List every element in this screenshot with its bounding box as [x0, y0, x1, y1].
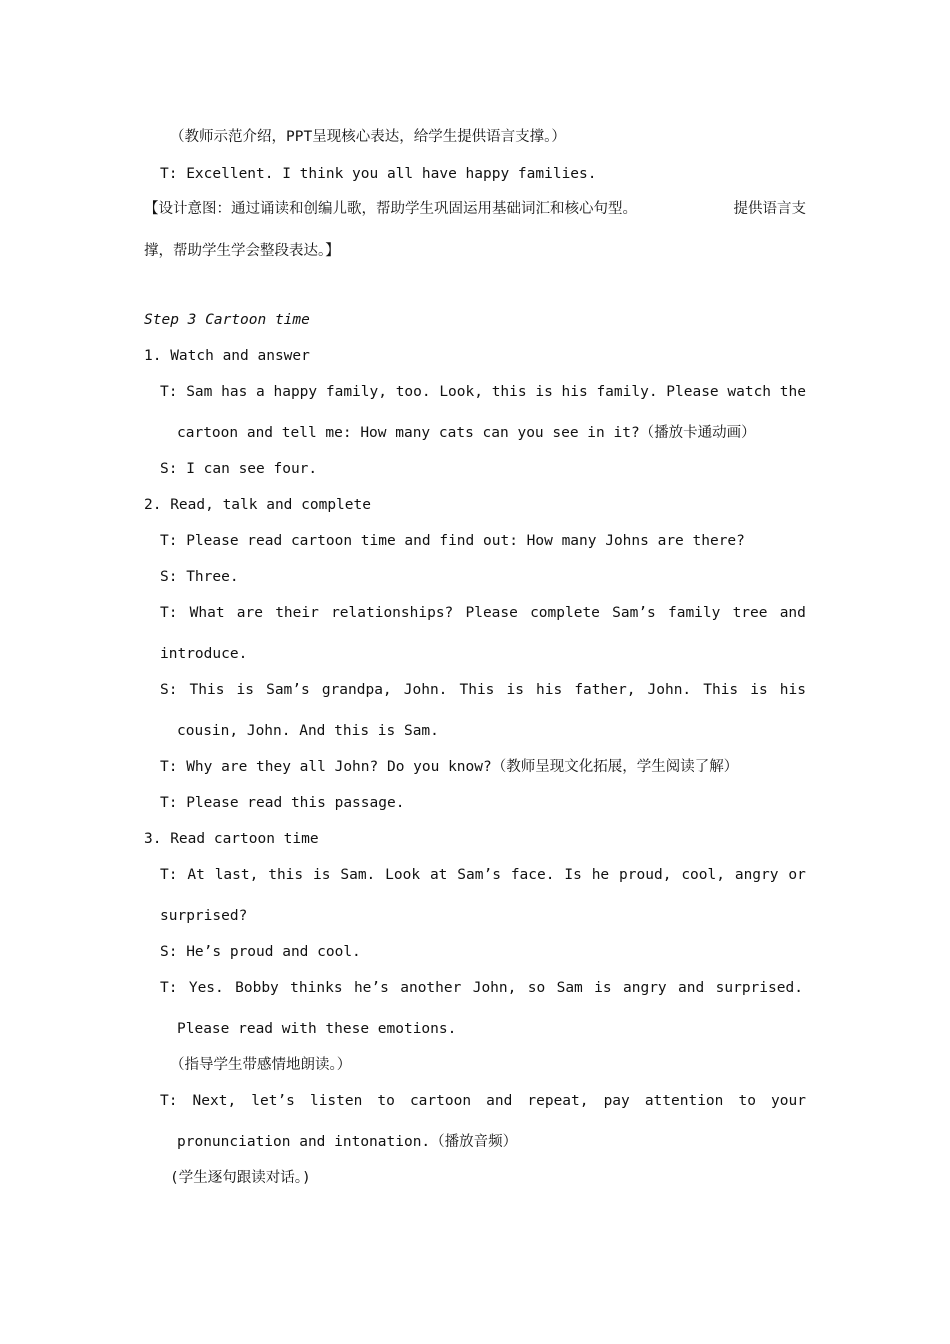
word: happy	[273, 384, 318, 400]
word: Yes.	[188, 980, 224, 996]
word: Sam	[186, 384, 213, 400]
word: listen	[309, 1093, 363, 1109]
word: Bobby	[235, 980, 279, 996]
word: surprised.	[715, 980, 803, 996]
word: your	[771, 1093, 806, 1109]
word: T:	[160, 867, 178, 883]
subsection-heading: 1. Watch and answer	[144, 348, 310, 364]
text-line: surprised?	[160, 908, 248, 924]
word: his	[779, 682, 806, 698]
text-line: T: Please read cartoon time and find out: How many Johns are there?	[160, 533, 745, 549]
subsection-heading: 3. Read cartoon time	[144, 831, 319, 847]
word: is	[506, 682, 524, 698]
word: This	[459, 682, 495, 698]
word: and	[678, 980, 705, 996]
text-line	[160, 978, 803, 998]
word: T:	[160, 1093, 178, 1109]
word: This	[189, 682, 225, 698]
word: is	[594, 980, 612, 996]
word: watch	[727, 384, 772, 400]
word: John.	[647, 682, 692, 698]
text-line: cousin, John. And this is Sam.	[177, 723, 439, 739]
text-line: cartoon and tell me: How many cats can you see in it?（播放卡通动画）	[177, 425, 756, 441]
word: he	[591, 867, 610, 883]
word: and	[486, 1093, 513, 1109]
word: face.	[510, 867, 555, 883]
word: their	[275, 605, 319, 621]
word: T:	[160, 384, 178, 400]
word: thinks	[290, 980, 343, 996]
word: grandpa,	[321, 682, 392, 698]
word: angry	[623, 980, 667, 996]
word: Please	[666, 384, 719, 400]
word: This	[703, 682, 739, 698]
word: to	[377, 1093, 395, 1109]
word: and	[779, 605, 806, 621]
word: John.	[403, 682, 448, 698]
word: he’s	[353, 980, 389, 996]
text-line: introduce.	[160, 646, 248, 662]
text-line	[160, 603, 806, 623]
word: complete	[530, 605, 600, 621]
word: this	[491, 384, 527, 400]
text-line	[160, 680, 806, 700]
text-line: T: Please read this passage.	[160, 795, 405, 811]
word: let’s	[251, 1093, 295, 1109]
word: Sam’s	[612, 605, 656, 621]
word: Sam’s	[457, 867, 501, 883]
word: or	[788, 867, 806, 883]
subsection-heading: 2. Read, talk and complete	[144, 497, 371, 513]
word: family,	[325, 384, 387, 400]
word: Look,	[439, 384, 483, 400]
word: is	[750, 682, 768, 698]
word: are	[236, 605, 263, 621]
word: Look	[385, 867, 421, 883]
text-line: pronunciation and intonation.（播放音频）	[177, 1134, 518, 1150]
word: proud,	[619, 867, 672, 883]
word: T:	[160, 605, 178, 621]
text-line	[160, 865, 806, 885]
word: this	[268, 867, 304, 883]
text-line: （指导学生带感情地朗读。）	[170, 1057, 352, 1073]
word: family	[667, 605, 721, 621]
word: Next,	[192, 1093, 237, 1109]
word: Sam	[556, 980, 583, 996]
word: his	[561, 384, 588, 400]
word: Sam.	[340, 867, 376, 883]
text-line: （教师示范介绍，PPT呈现核心表达，给学生提供语言支撑。）	[170, 129, 566, 145]
text-line: (学生逐句跟读对话。)	[170, 1170, 311, 1186]
word: Please	[465, 605, 518, 621]
word: angry	[734, 867, 779, 883]
word: What	[189, 605, 225, 621]
word: his	[536, 682, 563, 698]
text-line: S: Three.	[160, 569, 239, 585]
word: at	[429, 867, 448, 883]
text-line: S: I can see four.	[160, 461, 318, 477]
word: S:	[160, 682, 178, 698]
design-intent-line: 撑，帮助学生学会整段表达。】	[144, 243, 340, 259]
word: tree	[732, 605, 768, 621]
word: is	[313, 867, 331, 883]
word: 【设计意图：通过诵读和创编儿歌，帮助学生巩固运用基础词汇和核心句型。	[144, 201, 637, 217]
word: Is	[564, 867, 582, 883]
word: to	[738, 1093, 756, 1109]
word: T:	[160, 980, 178, 996]
word: too.	[395, 384, 431, 400]
word: last,	[214, 867, 259, 883]
word: family.	[596, 384, 658, 400]
word: has	[221, 384, 248, 400]
word: so	[527, 980, 546, 996]
text-line: T: Excellent. I think you all have happy families.	[160, 166, 597, 182]
word: relationships?	[331, 605, 454, 621]
design-intent-line	[144, 199, 806, 219]
text-line	[160, 1091, 806, 1111]
word: cool,	[681, 867, 725, 883]
text-line: S: He’s proud and cool.	[160, 944, 361, 960]
word: another	[400, 980, 462, 996]
text-line: T: Why are they all John? Do you know?（教师呈现文化拓展，学生阅读了解）	[160, 759, 739, 775]
word: John,	[472, 980, 517, 996]
word: At	[187, 867, 205, 883]
text-line	[160, 382, 806, 402]
word: 提供语言支	[733, 201, 806, 217]
word: is	[535, 384, 553, 400]
word: a	[256, 384, 265, 400]
word: father,	[574, 682, 636, 698]
word: cartoon	[409, 1093, 472, 1109]
word: attention	[644, 1093, 724, 1109]
section-heading: Step 3 Cartoon time	[144, 312, 310, 328]
word: pay	[603, 1093, 630, 1109]
word: the	[779, 384, 806, 400]
word: repeat,	[527, 1093, 589, 1109]
word: Sam’s	[266, 682, 310, 698]
word: is	[236, 682, 255, 698]
text-line: Please read with these emotions.	[177, 1021, 457, 1037]
